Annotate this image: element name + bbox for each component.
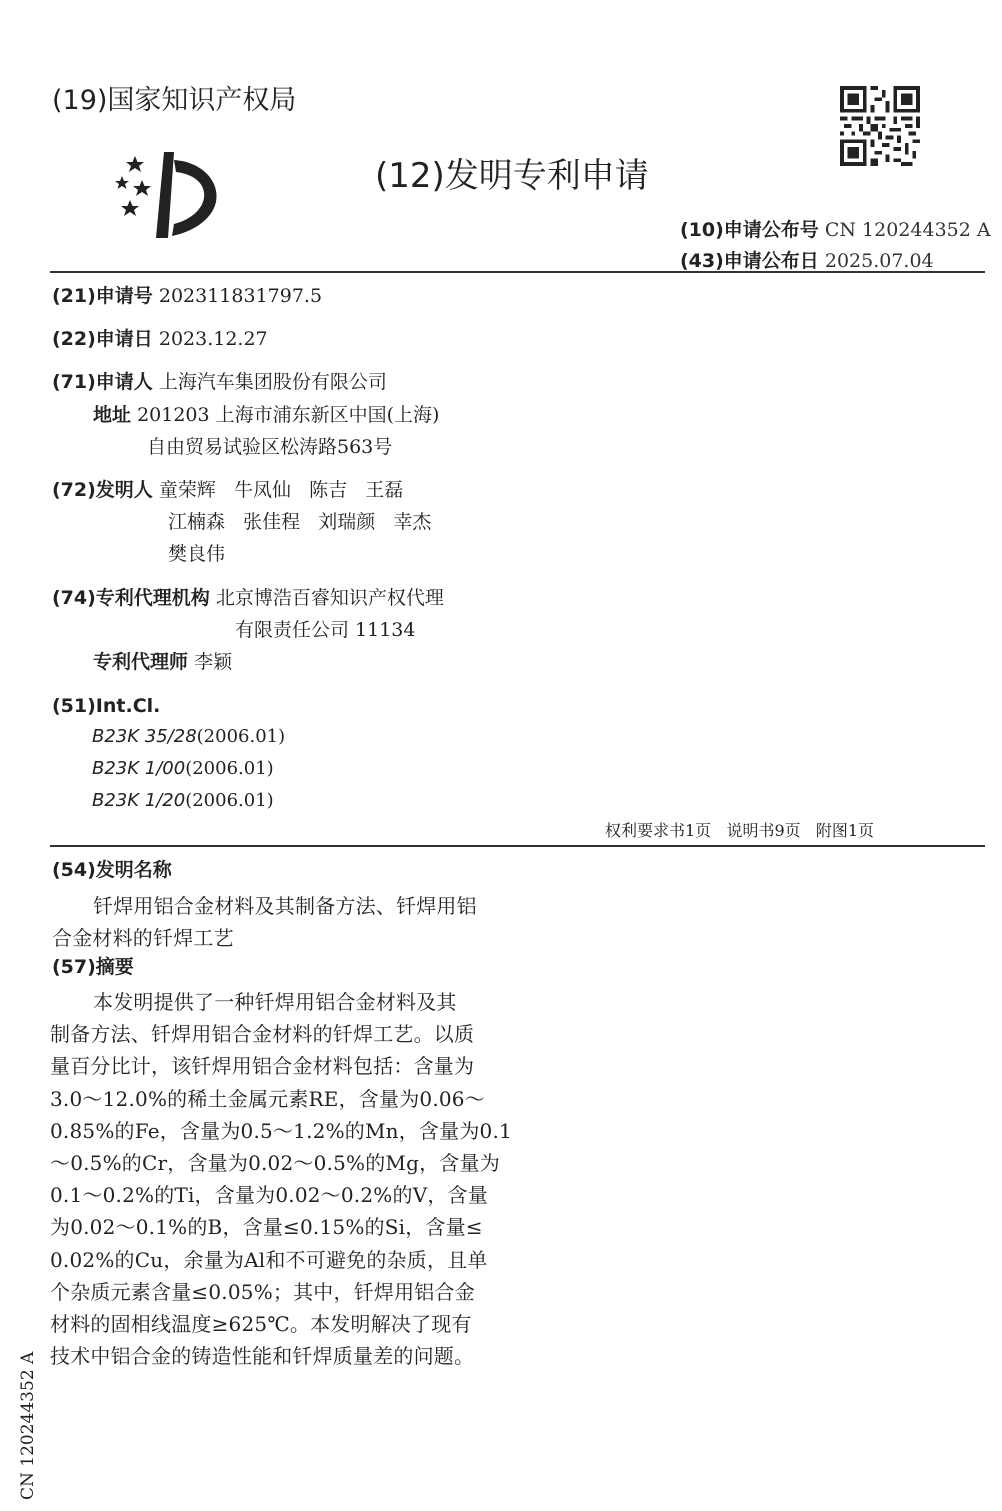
abstract-line: 0.02%的Cu，余量为Al和不可避免的杂质，且单 [50,1247,488,1272]
agency-line-2: 有限责任公司 11134 [235,619,416,641]
application-number-label: (21)申请号 [52,285,153,307]
qr-code-icon [838,86,922,166]
ipc-code: B23K 1/00 [92,758,186,779]
agency-line-1: 北京博浩百睿知识产权代理 [215,587,444,609]
abstract-line: 本发明提供了一种钎焊用铝合金材料及其 [93,990,457,1014]
abstract-line: 3.0～12.0%的稀土金属元素RE，含量为0.06～ [50,1086,485,1111]
header-divider [50,271,985,273]
abstract-line: 个杂质元素含量≤0.05%；其中，钎焊用铝合金 [50,1279,475,1304]
abstract-line: ～0.5%的Cr，含量为0.02～0.5%的Mg，含量为 [50,1151,500,1175]
agency-row [52,586,444,610]
abstract-line: 技术中铝合金的铸造性能和钎焊质量差的问题。 [50,1344,475,1369]
intcl-label: (51)Int.Cl. [52,695,161,717]
invention-title-line-1: 钎焊用铝合金材料及其制备方法、钎焊用铝 [93,894,477,918]
address-line-1: 201203 上海市浦东新区中国(上海) [137,404,440,426]
applicant-row [52,370,387,394]
publication-number-row [680,215,991,242]
publication-number-label: (10)申请公布号 [680,219,819,241]
application-date-row [52,327,268,351]
page-counts: 权利要求书1页 说明书9页 附图1页 [605,821,875,840]
application-date-label: (22)申请日 [52,328,153,350]
ipc-code: B23K 35/28 [92,726,197,747]
biblio-divider [50,845,985,847]
publication-number-value: CN 120244352 A [824,219,991,241]
inventor-line-1: 童荣辉 牛凤仙 陈吉 王磊 [158,479,404,501]
application-number-row [52,284,322,308]
agent-value: 李颖 [194,651,233,673]
ipc-version: (2006.01) [185,758,274,779]
inventor-line-2: 江楠森 张佳程 刘瑞颜 幸杰 [168,511,432,533]
inventor-row [52,478,403,502]
document-type: (12)发明专利申请 [375,156,649,196]
ipc-code: B23K 1/20 [92,790,186,811]
ipc-entry [92,790,274,811]
applicant-value: 上海汽车集团股份有限公司 [158,371,387,393]
application-date-value: 2023.12.27 [158,328,268,350]
abstract-label: (57)摘要 [52,956,134,978]
agent-label: 专利代理师 [93,651,189,673]
inventor-line-3: 樊良伟 [168,543,226,565]
abstract-line: 材料的固相线温度≥625℃。本发明解决了现有 [50,1312,472,1336]
application-number-value: 202311831797.5 [158,285,323,307]
publication-date-row [680,246,934,273]
agency-label: (74)专利代理机构 [52,587,210,609]
inventor-label: (72)发明人 [52,479,153,501]
abstract-line: 制备方法、钎焊用铝合金材料的钎焊工艺。以质 [50,1022,475,1047]
invention-title-label: (54)发明名称 [52,859,172,881]
abstract-line: 0.85%的Fe，含量为0.5～1.2%的Mn，含量为0.1 [50,1118,512,1143]
cnipa-logo-icon [108,148,223,240]
agent-row [93,650,232,674]
abstract-line: 为0.02～0.1%的B，含量≤0.15%的Si，含量≤ [50,1215,483,1240]
abstract-line: 量百分比计，该钎焊用铝合金材料包括：含量为 [50,1054,475,1079]
abstract-line: 0.1～0.2%的Ti，含量为0.02～0.2%的V，含量 [50,1183,488,1208]
ipc-entry [92,726,285,747]
ipc-version: (2006.01) [185,790,274,811]
address-label: 地址 [93,404,132,426]
publication-date-value: 2025.07.04 [824,250,934,272]
ipc-version: (2006.01) [196,726,286,747]
applicant-label: (71)申请人 [52,371,153,393]
address-row [93,403,439,427]
publication-date-label: (43)申请公布日 [680,250,819,272]
office-name: (19)国家知识产权局 [52,85,297,116]
ipc-entry [92,758,274,779]
invention-title-line-2: 合金材料的钎焊工艺 [52,926,234,950]
side-publication-number: CN 120244352 A [18,1351,38,1500]
address-line-2: 自由贸易试验区松涛路563号 [147,436,393,458]
